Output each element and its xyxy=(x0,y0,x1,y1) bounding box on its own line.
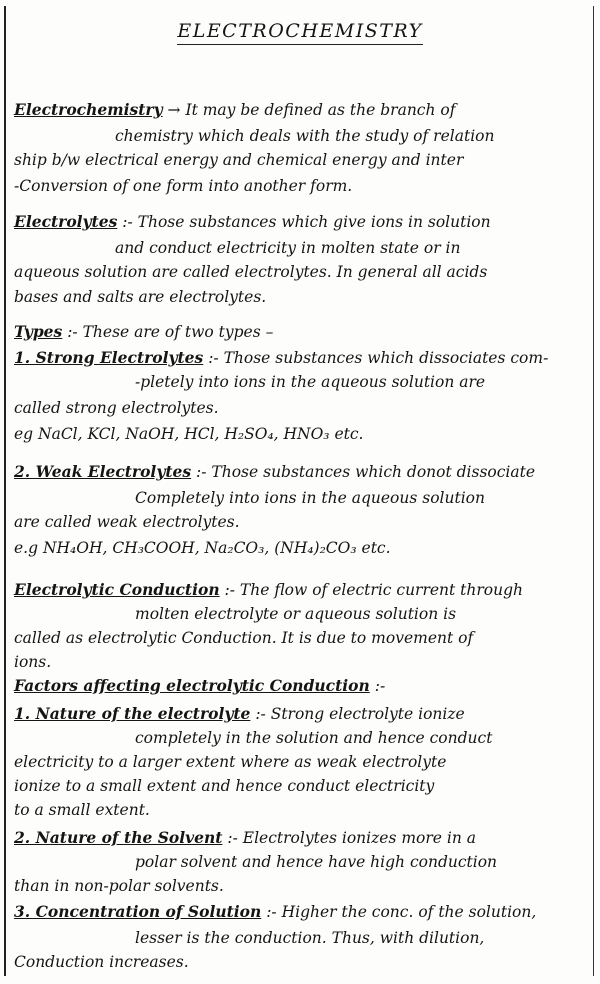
note-line xyxy=(14,538,590,558)
note-text: ions. xyxy=(14,653,52,671)
note-line xyxy=(14,100,590,120)
note-line xyxy=(14,704,590,724)
note-line xyxy=(14,398,590,418)
note-line xyxy=(14,262,590,282)
note-text: e.g NH₄OH, CH₃COOH, Na₂CO₃, (NH₄)₂CO₃ etc. xyxy=(14,539,391,557)
note-text: called strong electrolytes. xyxy=(14,399,219,417)
note-text: aqueous solution are called electrolytes. In general all acids xyxy=(14,263,488,281)
note-line xyxy=(14,952,590,972)
section-heading: 2. Nature of the Solvent xyxy=(14,828,223,847)
note-text: ionize to a small extent and hence conduct electricity xyxy=(14,777,435,795)
note-text: lesser is the conduction. Thus, with dilution, xyxy=(135,929,485,947)
note-line xyxy=(14,176,590,196)
note-text: → It may be defined as the branch of xyxy=(167,101,456,119)
note-text: eg NaCl, KCl, NaOH, HCl, H₂SO₄, HNO₃ etc. xyxy=(14,425,364,443)
note-line xyxy=(14,150,590,170)
note-line xyxy=(135,728,585,748)
note-line xyxy=(135,372,585,392)
note-line xyxy=(115,238,585,258)
note-line xyxy=(135,488,585,508)
note-line xyxy=(14,580,590,600)
note-line xyxy=(14,512,590,532)
note-line xyxy=(14,348,590,368)
note-text: :- xyxy=(374,677,386,695)
note-line xyxy=(135,928,585,948)
note-line xyxy=(14,652,590,672)
note-text: :- The flow of electric current through xyxy=(224,581,524,599)
section-heading: Electrochemistry xyxy=(14,100,163,119)
note-text: electricity to a larger extent where as weak electrolyte xyxy=(14,753,447,771)
note-text: Conduction increases. xyxy=(14,953,189,971)
note-text: are called weak electrolytes. xyxy=(14,513,240,531)
note-text: :- Those substances which give ions in solution xyxy=(122,213,491,231)
note-text: :- Those substances which donot dissociate xyxy=(196,463,536,481)
section-heading: Factors affecting electrolytic Conduction xyxy=(14,676,370,695)
section-heading: Electrolytic Conduction xyxy=(14,580,220,599)
note-text: :- Those substances which dissociates com- xyxy=(208,349,549,367)
note-text: than in non-polar solvents. xyxy=(14,877,224,895)
note-line xyxy=(14,462,590,482)
section-heading: 2. Weak Electrolytes xyxy=(14,462,192,481)
note-text: called as electrolytic Conduction. It is due to movement of xyxy=(14,629,474,647)
note-text: :- Higher the conc. of the solution, xyxy=(266,903,537,921)
note-text: completely in the solution and hence conduct xyxy=(135,729,493,747)
note-line xyxy=(135,604,585,624)
note-line xyxy=(115,126,585,146)
note-line xyxy=(14,800,590,820)
note-text: and conduct electricity in molten state or in xyxy=(115,239,461,257)
note-line xyxy=(14,876,590,896)
section-heading: 1. Nature of the electrolyte xyxy=(14,704,251,723)
note-text: :- Electrolytes ionizes more in a xyxy=(227,829,476,847)
note-text: ship b/w electrical energy and chemical energy and inter xyxy=(14,151,464,169)
note-line xyxy=(14,287,590,307)
note-text: bases and salts are electrolytes. xyxy=(14,288,267,306)
note-line xyxy=(14,828,590,848)
section-heading: Electrolytes xyxy=(14,212,118,231)
note-line xyxy=(14,212,590,232)
page-title-text: ELECTROCHEMISTRY xyxy=(177,20,422,45)
note-line xyxy=(14,322,590,342)
note-text: :- Strong electrolyte ionize xyxy=(255,705,465,723)
note-text: chemistry which deals with the study of relation xyxy=(115,127,495,145)
note-text: to a small extent. xyxy=(14,801,150,819)
note-text: polar solvent and hence have high conduction xyxy=(135,853,498,871)
section-heading: Types xyxy=(14,322,63,341)
note-line xyxy=(14,424,590,444)
note-line xyxy=(14,628,590,648)
note-text: -Conversion of one form into another form. xyxy=(14,177,353,195)
note-text: Completely into ions in the aqueous solution xyxy=(135,489,485,507)
note-line xyxy=(14,902,590,922)
note-text: :- These are of two types – xyxy=(67,323,274,341)
section-heading: 1. Strong Electrolytes xyxy=(14,348,204,367)
section-heading: 3. Concentration of Solution xyxy=(14,902,262,921)
note-line xyxy=(14,676,590,696)
note-line xyxy=(14,776,590,796)
page-title xyxy=(0,20,600,42)
note-line xyxy=(14,752,590,772)
note-text: -pletely into ions in the aqueous solution are xyxy=(135,373,486,391)
note-line xyxy=(135,852,585,872)
note-text: molten electrolyte or aqueous solution is xyxy=(135,605,457,623)
